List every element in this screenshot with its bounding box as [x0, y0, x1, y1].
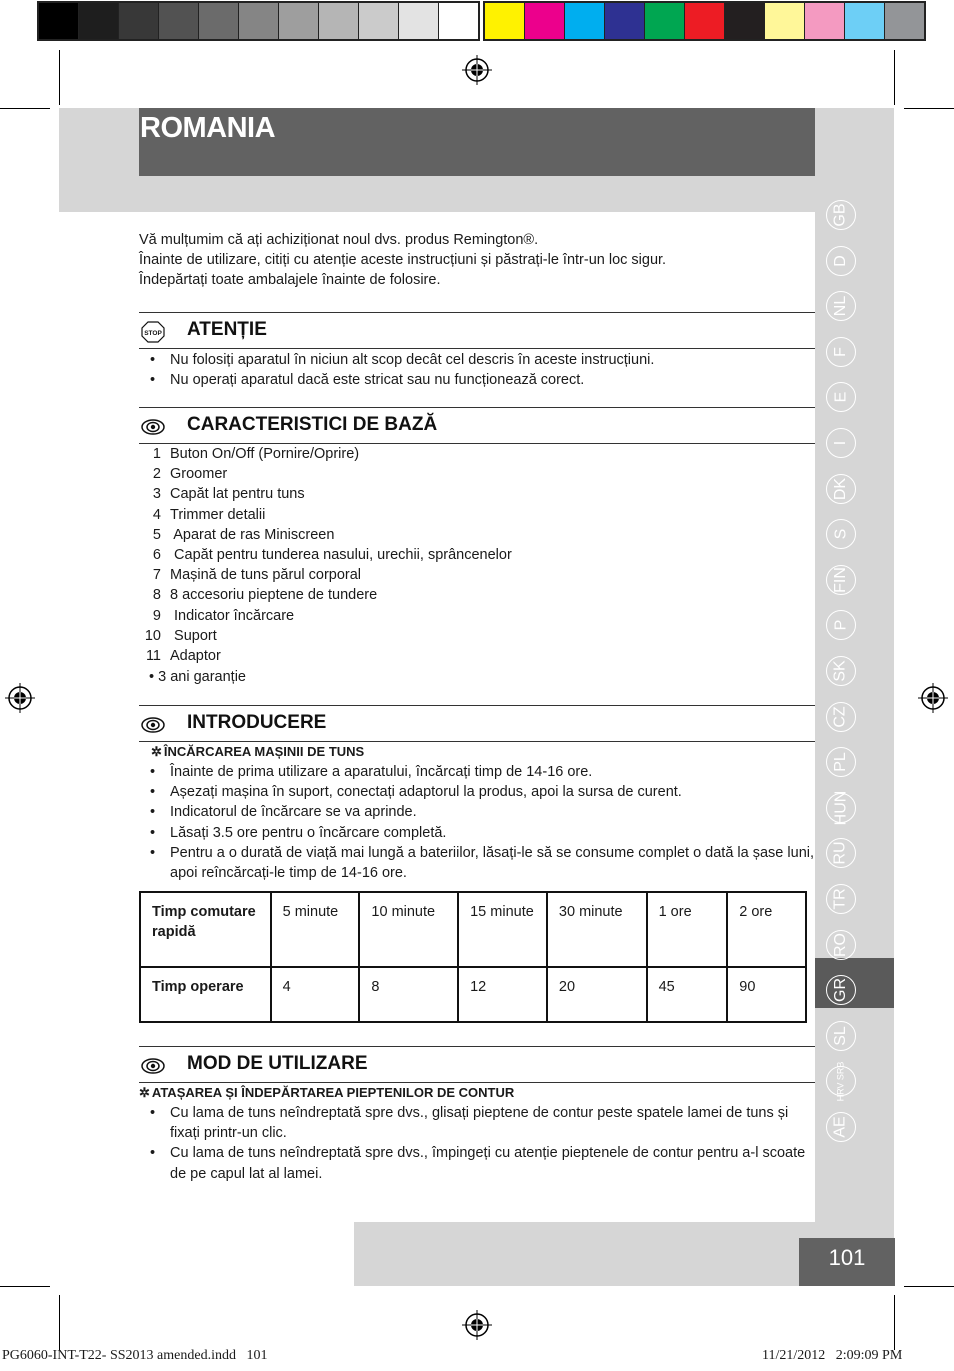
language-tab-s[interactable] — [826, 519, 856, 549]
language-code: E — [831, 392, 849, 403]
table-cell: 30 minute — [547, 892, 647, 967]
crop-mark — [894, 50, 895, 105]
language-tab-cz[interactable] — [826, 702, 856, 732]
list-item — [139, 565, 815, 585]
item-text: Aparat de ras Miniscreen — [170, 526, 335, 543]
list-item — [139, 525, 815, 545]
language-code: HUN — [832, 790, 850, 826]
list-item: • Înainte de prima utilizare a aparatului, încărcați timp de 14-16 ore. — [139, 762, 815, 782]
crop-mark — [904, 108, 954, 109]
crop-mark — [59, 50, 60, 105]
subheading-text: ÎNCĂRCAREA MAȘINII DE TUNS — [163, 744, 365, 759]
item-number: 5 — [152, 526, 161, 543]
table-row — [140, 892, 806, 967]
section-header — [139, 705, 815, 742]
color-swatch — [239, 3, 279, 39]
color-swatch — [565, 3, 605, 39]
language-code: I — [831, 440, 849, 446]
crop-mark — [904, 1286, 954, 1287]
language-tab-d[interactable] — [826, 246, 856, 276]
color-swatch — [159, 3, 199, 39]
subheading-text: ATAȘAREA ȘI ÎNDEPĂRTAREA PIEPTENILOR DE CONTUR — [151, 1085, 515, 1100]
intro-line: Îndepărtați toate ambalajele înainte de folosire. — [139, 272, 441, 288]
registration-mark-icon — [462, 1310, 492, 1340]
color-swatch — [645, 3, 685, 39]
list-item: • Nu folosiți aparatul în niciun alt scop decât cel descris în aceste instrucțiuni. — [139, 350, 815, 370]
sun-icon: ✲ — [139, 1085, 150, 1100]
list-item — [139, 484, 815, 504]
section-usage — [139, 1046, 815, 1184]
language-sidebar — [815, 108, 894, 1286]
table-cell: 20 — [547, 967, 647, 1022]
section-header — [139, 1046, 815, 1083]
table-cell: 90 — [727, 967, 806, 1022]
table-cell: 4 — [271, 967, 360, 1022]
list-item: • Cu lama de tuns neîndreptată spre dvs., glisați pieptene de contur peste spatele lamei de tuns și fixați printr-un clic. — [139, 1103, 815, 1143]
item-text: 8 accesoriu pieptene de tundere — [170, 587, 378, 604]
table-cell: 2 ore — [727, 892, 806, 967]
color-swatch — [119, 3, 159, 39]
table-cell: 8 — [359, 967, 458, 1022]
color-swatch — [765, 3, 805, 39]
item-number: 6 — [152, 547, 161, 564]
table-cell: 1 ore — [647, 892, 728, 967]
language-code: HRV SRB — [835, 1061, 846, 1102]
item-text: Capăt pentru tunderea nasului, urechii, sprâncenelor — [170, 547, 512, 564]
language-tab-nl[interactable] — [826, 291, 856, 321]
section-heading: ATENȚIE — [187, 319, 267, 340]
color-swatch — [39, 3, 79, 39]
color-swatch — [605, 3, 645, 39]
language-code: CZ — [831, 705, 849, 728]
section-attention — [139, 312, 815, 390]
item-text: Buton On/Off (Pornire/Oprire) — [170, 446, 360, 462]
language-tab-f[interactable] — [826, 337, 856, 367]
section-heading: CARACTERISTICI DE BAZĂ — [187, 414, 438, 435]
table-cell: Timp comutare rapidă — [140, 892, 271, 967]
language-code: GB — [832, 203, 849, 227]
language-code: S — [831, 528, 849, 540]
list-item — [139, 464, 815, 484]
list-item: • Cu lama de tuns neîndreptată spre dvs., împingeți cu atenție pieptenele de contur pentru a-l scoate de pe capul lat al lamei. — [139, 1143, 815, 1183]
color-swatch — [845, 3, 885, 39]
language-tab-pl[interactable] — [826, 747, 856, 777]
item-text: Suport — [170, 627, 217, 644]
gray-swatch-bar — [37, 1, 480, 41]
intro-text — [139, 230, 815, 290]
crop-mark — [0, 108, 50, 109]
title-bar — [139, 108, 815, 176]
language-code: D — [832, 254, 849, 267]
section-header — [139, 312, 815, 349]
list-item — [139, 444, 815, 464]
language-code: FIN — [832, 566, 849, 593]
item-text: Mașină de tuns părul corporal — [170, 567, 362, 584]
language-code: TR — [831, 888, 849, 910]
item-number: 11 — [145, 648, 161, 665]
language-tab-gr[interactable] — [826, 975, 856, 1005]
section-header — [139, 407, 815, 444]
language-code: F — [832, 346, 849, 357]
crop-mark — [0, 1286, 50, 1287]
crop-mark — [894, 1295, 895, 1350]
registration-mark-icon — [918, 683, 948, 713]
language-tab-gb[interactable] — [826, 200, 856, 230]
list-item — [139, 606, 815, 626]
warranty: • 3 ani garanție — [149, 669, 246, 686]
language-tab-ae[interactable] — [826, 1112, 856, 1142]
color-swatch — [79, 3, 119, 39]
language-code: NL — [831, 295, 849, 317]
language-tab-dk[interactable] — [826, 474, 856, 504]
language-code: P — [831, 620, 849, 631]
intro-line: Înainte de utilizare, citiți cu atenție aceste instrucțiuni și păstrați-le într-un loc sigur. — [139, 252, 667, 268]
item-number: 3 — [152, 486, 161, 503]
table-row — [140, 967, 806, 1022]
item-number: 8 — [152, 587, 161, 604]
color-swatch — [685, 3, 725, 39]
table-cell: 45 — [647, 967, 728, 1022]
color-swatch — [359, 3, 399, 39]
subheading — [139, 1083, 815, 1103]
color-swatch — [525, 3, 565, 39]
color-swatch — [485, 3, 525, 39]
item-text: Groomer — [170, 466, 228, 483]
color-swatch — [885, 3, 924, 39]
color-swatch — [805, 3, 845, 39]
color-swatch — [279, 3, 319, 39]
footer-timestamp: 11/21/2012 2:09:09 PM — [762, 1348, 903, 1363]
charge-time-table — [139, 891, 807, 1023]
section-features — [139, 407, 815, 688]
item-text: Adaptor — [170, 648, 221, 665]
language-code: SK — [832, 660, 849, 682]
language-tab-sl[interactable] — [826, 1021, 856, 1051]
stop-icon-label: STOP — [144, 330, 162, 337]
item-text: Capăt lat pentru tuns — [170, 486, 305, 503]
color-swatch — [725, 3, 765, 39]
section-heading: MOD DE UTILIZARE — [187, 1053, 368, 1074]
color-swatch — [439, 3, 478, 39]
table-cell: Timp operare — [140, 967, 271, 1022]
stop-icon — [141, 321, 165, 343]
registration-mark-icon — [462, 55, 492, 85]
item-text: Indicator încărcare — [170, 607, 295, 624]
language-tab-tr[interactable] — [826, 884, 856, 914]
item-number: 9 — [152, 607, 161, 624]
eye-icon — [141, 1055, 165, 1077]
eye-icon — [141, 714, 165, 736]
registration-mark-icon — [5, 683, 35, 713]
table-cell: 10 minute — [359, 892, 458, 967]
color-swatch — [319, 3, 359, 39]
language-code: SL — [831, 1026, 849, 1046]
language-tab-i[interactable] — [826, 428, 856, 458]
language-tab-hun[interactable] — [826, 790, 856, 826]
item-number: 1 — [152, 446, 161, 462]
language-code: RU — [831, 841, 849, 865]
table-cell: 12 — [458, 967, 547, 1022]
list-item — [139, 505, 815, 525]
language-code: DK — [831, 477, 849, 500]
language-code: RO — [832, 932, 849, 957]
list-item — [139, 585, 815, 605]
list-item — [139, 626, 815, 646]
color-swatch — [399, 3, 439, 39]
sun-icon: ✲ — [151, 744, 162, 759]
section-introducere — [139, 705, 815, 883]
list-item: • Așezați mașina în suport, conectați adaptorul la produs, apoi la sursa de curent. — [139, 782, 815, 802]
language-code: AE — [832, 1116, 849, 1138]
list-item: • Indicatorul de încărcare se va aprinde. — [139, 802, 815, 822]
item-number: 7 — [152, 567, 161, 584]
crop-mark — [59, 1295, 60, 1350]
list-item — [139, 545, 815, 565]
item-number: 2 — [152, 466, 161, 483]
subheading — [139, 742, 815, 762]
table-cell: 15 minute — [458, 892, 547, 967]
item-number: 10 — [144, 627, 161, 644]
list-item: • Lăsați 3.5 ore pentru o încărcare completă. — [139, 823, 815, 843]
table-cell: 5 minute — [271, 892, 360, 967]
language-code: GR — [832, 978, 849, 1003]
page-number: 101 — [799, 1238, 895, 1286]
eye-icon — [141, 416, 165, 438]
intro-line: Vă mulțumim că ați achiziționat noul dvs. produs Remington®. — [139, 232, 539, 248]
language-tab-ro[interactable] — [826, 930, 856, 960]
footer-file-info: PG6060-INT-T22- SS2013 amended.indd 101 — [2, 1348, 268, 1363]
item-text: Trimmer detalii — [170, 506, 266, 523]
list-item: • Pentru a o durată de viață mai lungă a bateriilor, lăsați-le să se consume complet o dată la șase luni, apoi reîncărcați-le timp de 14-16 ore. — [139, 843, 815, 883]
item-number: 4 — [152, 506, 161, 523]
language-tab-fin[interactable] — [826, 565, 856, 595]
section-heading: INTRODUCERE — [187, 712, 327, 733]
page-title: ROMANIA — [140, 112, 276, 144]
list-item: • Nu operați aparatul dacă este stricat sau nu funcționează corect. — [139, 370, 815, 390]
list-item — [139, 646, 815, 666]
color-swatch-bar — [483, 1, 926, 41]
language-code: PL — [831, 752, 849, 772]
color-swatch — [199, 3, 239, 39]
language-tab-sk[interactable] — [826, 656, 856, 686]
